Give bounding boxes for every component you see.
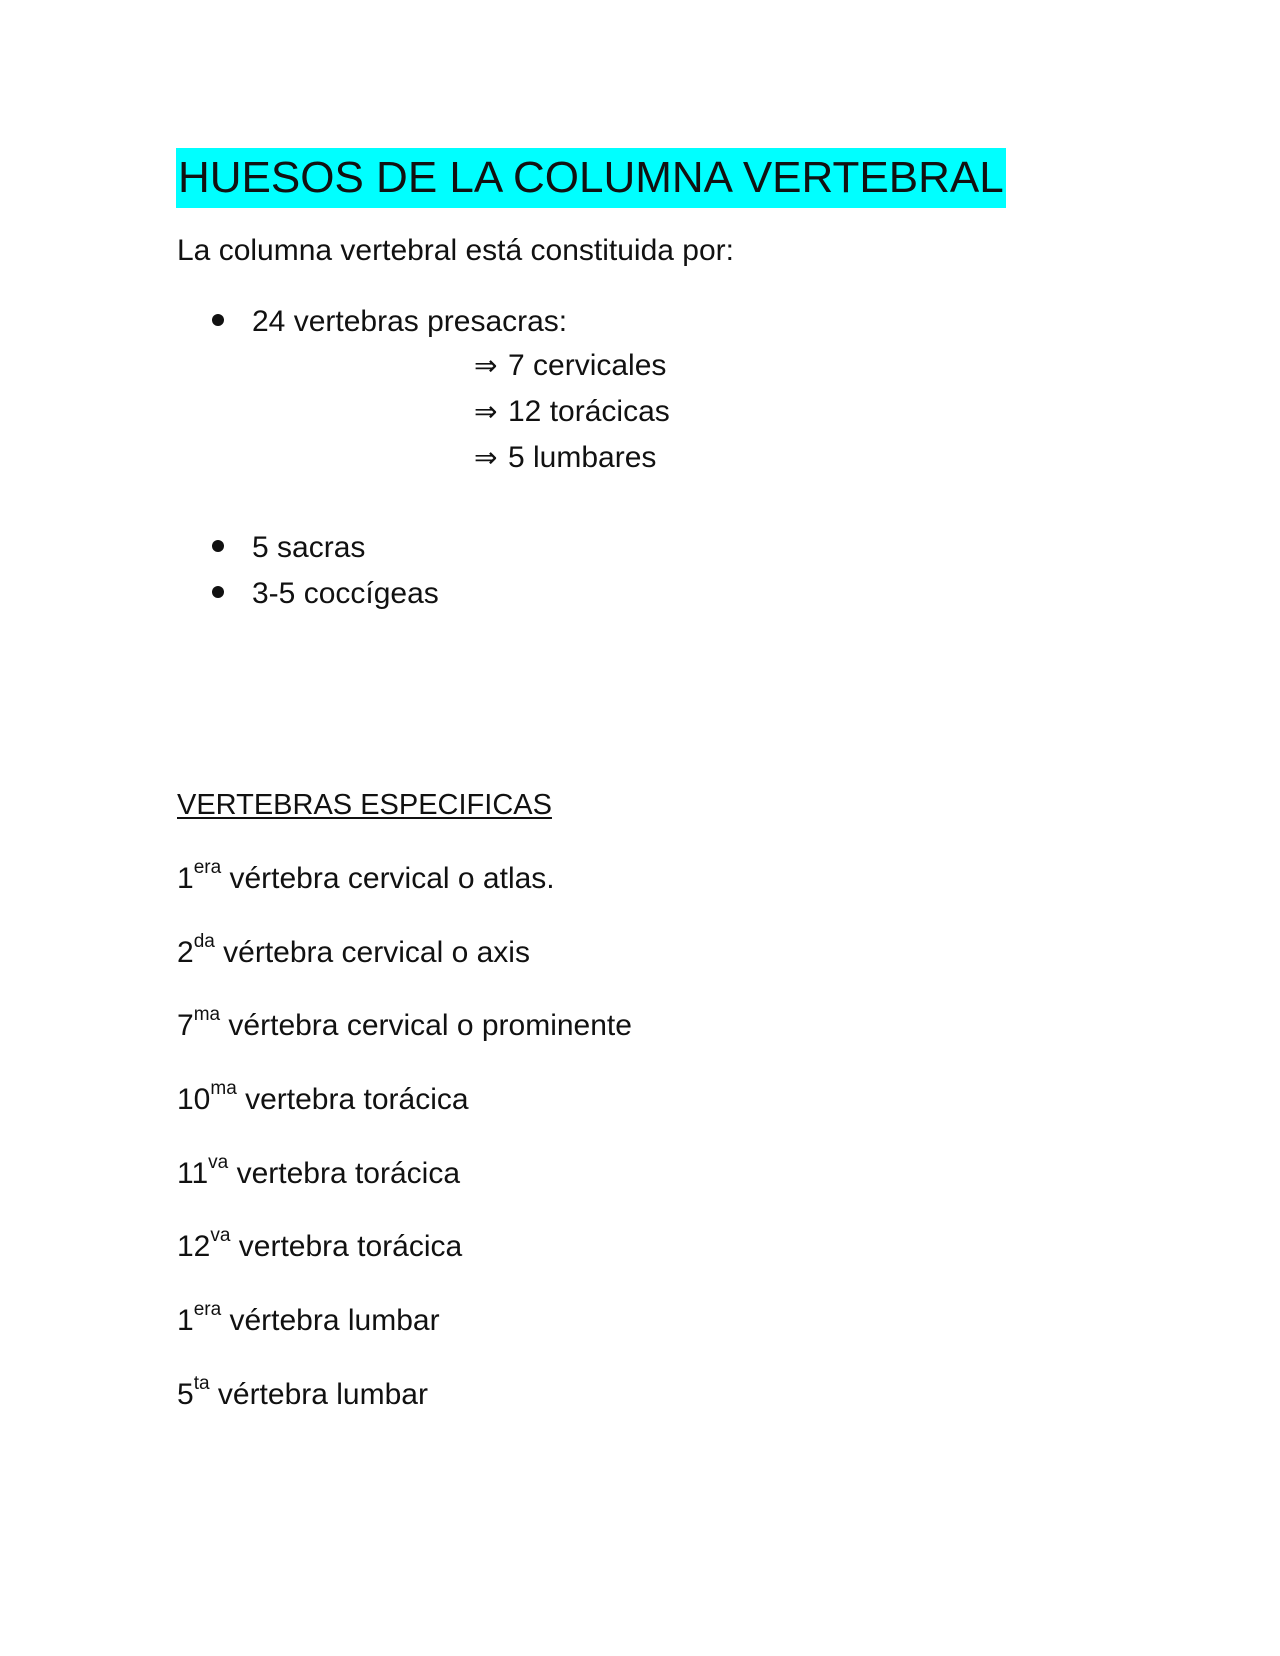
vertebra-item: $10^{ma}$ vertebra torácica (177, 1078, 469, 1116)
vertebra-item: $5^{ta}$ vértebra lumbar (177, 1373, 428, 1411)
bullet-item-presacras (212, 302, 567, 342)
bullet-item-sacras (212, 528, 365, 568)
subitem-text: 7 cervicales (508, 349, 667, 382)
double-arrow-icon: ⇒ (474, 395, 498, 428)
bullet-text: 5 sacras (252, 531, 366, 564)
bullet-text: 3-5 coccígeas (252, 577, 439, 610)
vertebra-item: $12^{va}$ vertebra torácica (177, 1225, 463, 1263)
subitem-toracicas (474, 392, 670, 432)
double-arrow-icon: ⇒ (474, 441, 498, 474)
bullet-icon (212, 586, 224, 598)
subitem-cervicales (474, 346, 666, 386)
vertebra-item: $11^{va}$ vertebra torácica (177, 1152, 461, 1190)
intro-paragraph: La columna vertebral está constituida por: (177, 234, 734, 267)
vertebra-item: $1^{era}$ vértebra lumbar (177, 1299, 440, 1337)
vertebra-item: $7^{ma}$ vértebra cervical o prominente (177, 1004, 632, 1042)
page-title: HUESOS DE LA COLUMNA VERTEBRAL (176, 148, 1006, 208)
section-heading: VERTEBRAS ESPECIFICAS (177, 789, 552, 821)
subitem-lumbares (474, 438, 656, 478)
bullet-text: 24 vertebras presacras: (252, 305, 568, 338)
vertebra-item: $1^{era}$ vértebra cervical o atlas. (177, 857, 555, 895)
bullet-item-coccigeas (212, 574, 439, 614)
subitem-text: 12 torácicas (508, 395, 670, 428)
vertebra-item: $2^{da}$ vértebra cervical o axis (177, 931, 530, 969)
subitem-text: 5 lumbares (508, 441, 657, 474)
bullet-icon (212, 540, 224, 552)
bullet-icon (212, 314, 224, 326)
double-arrow-icon: ⇒ (474, 349, 498, 382)
